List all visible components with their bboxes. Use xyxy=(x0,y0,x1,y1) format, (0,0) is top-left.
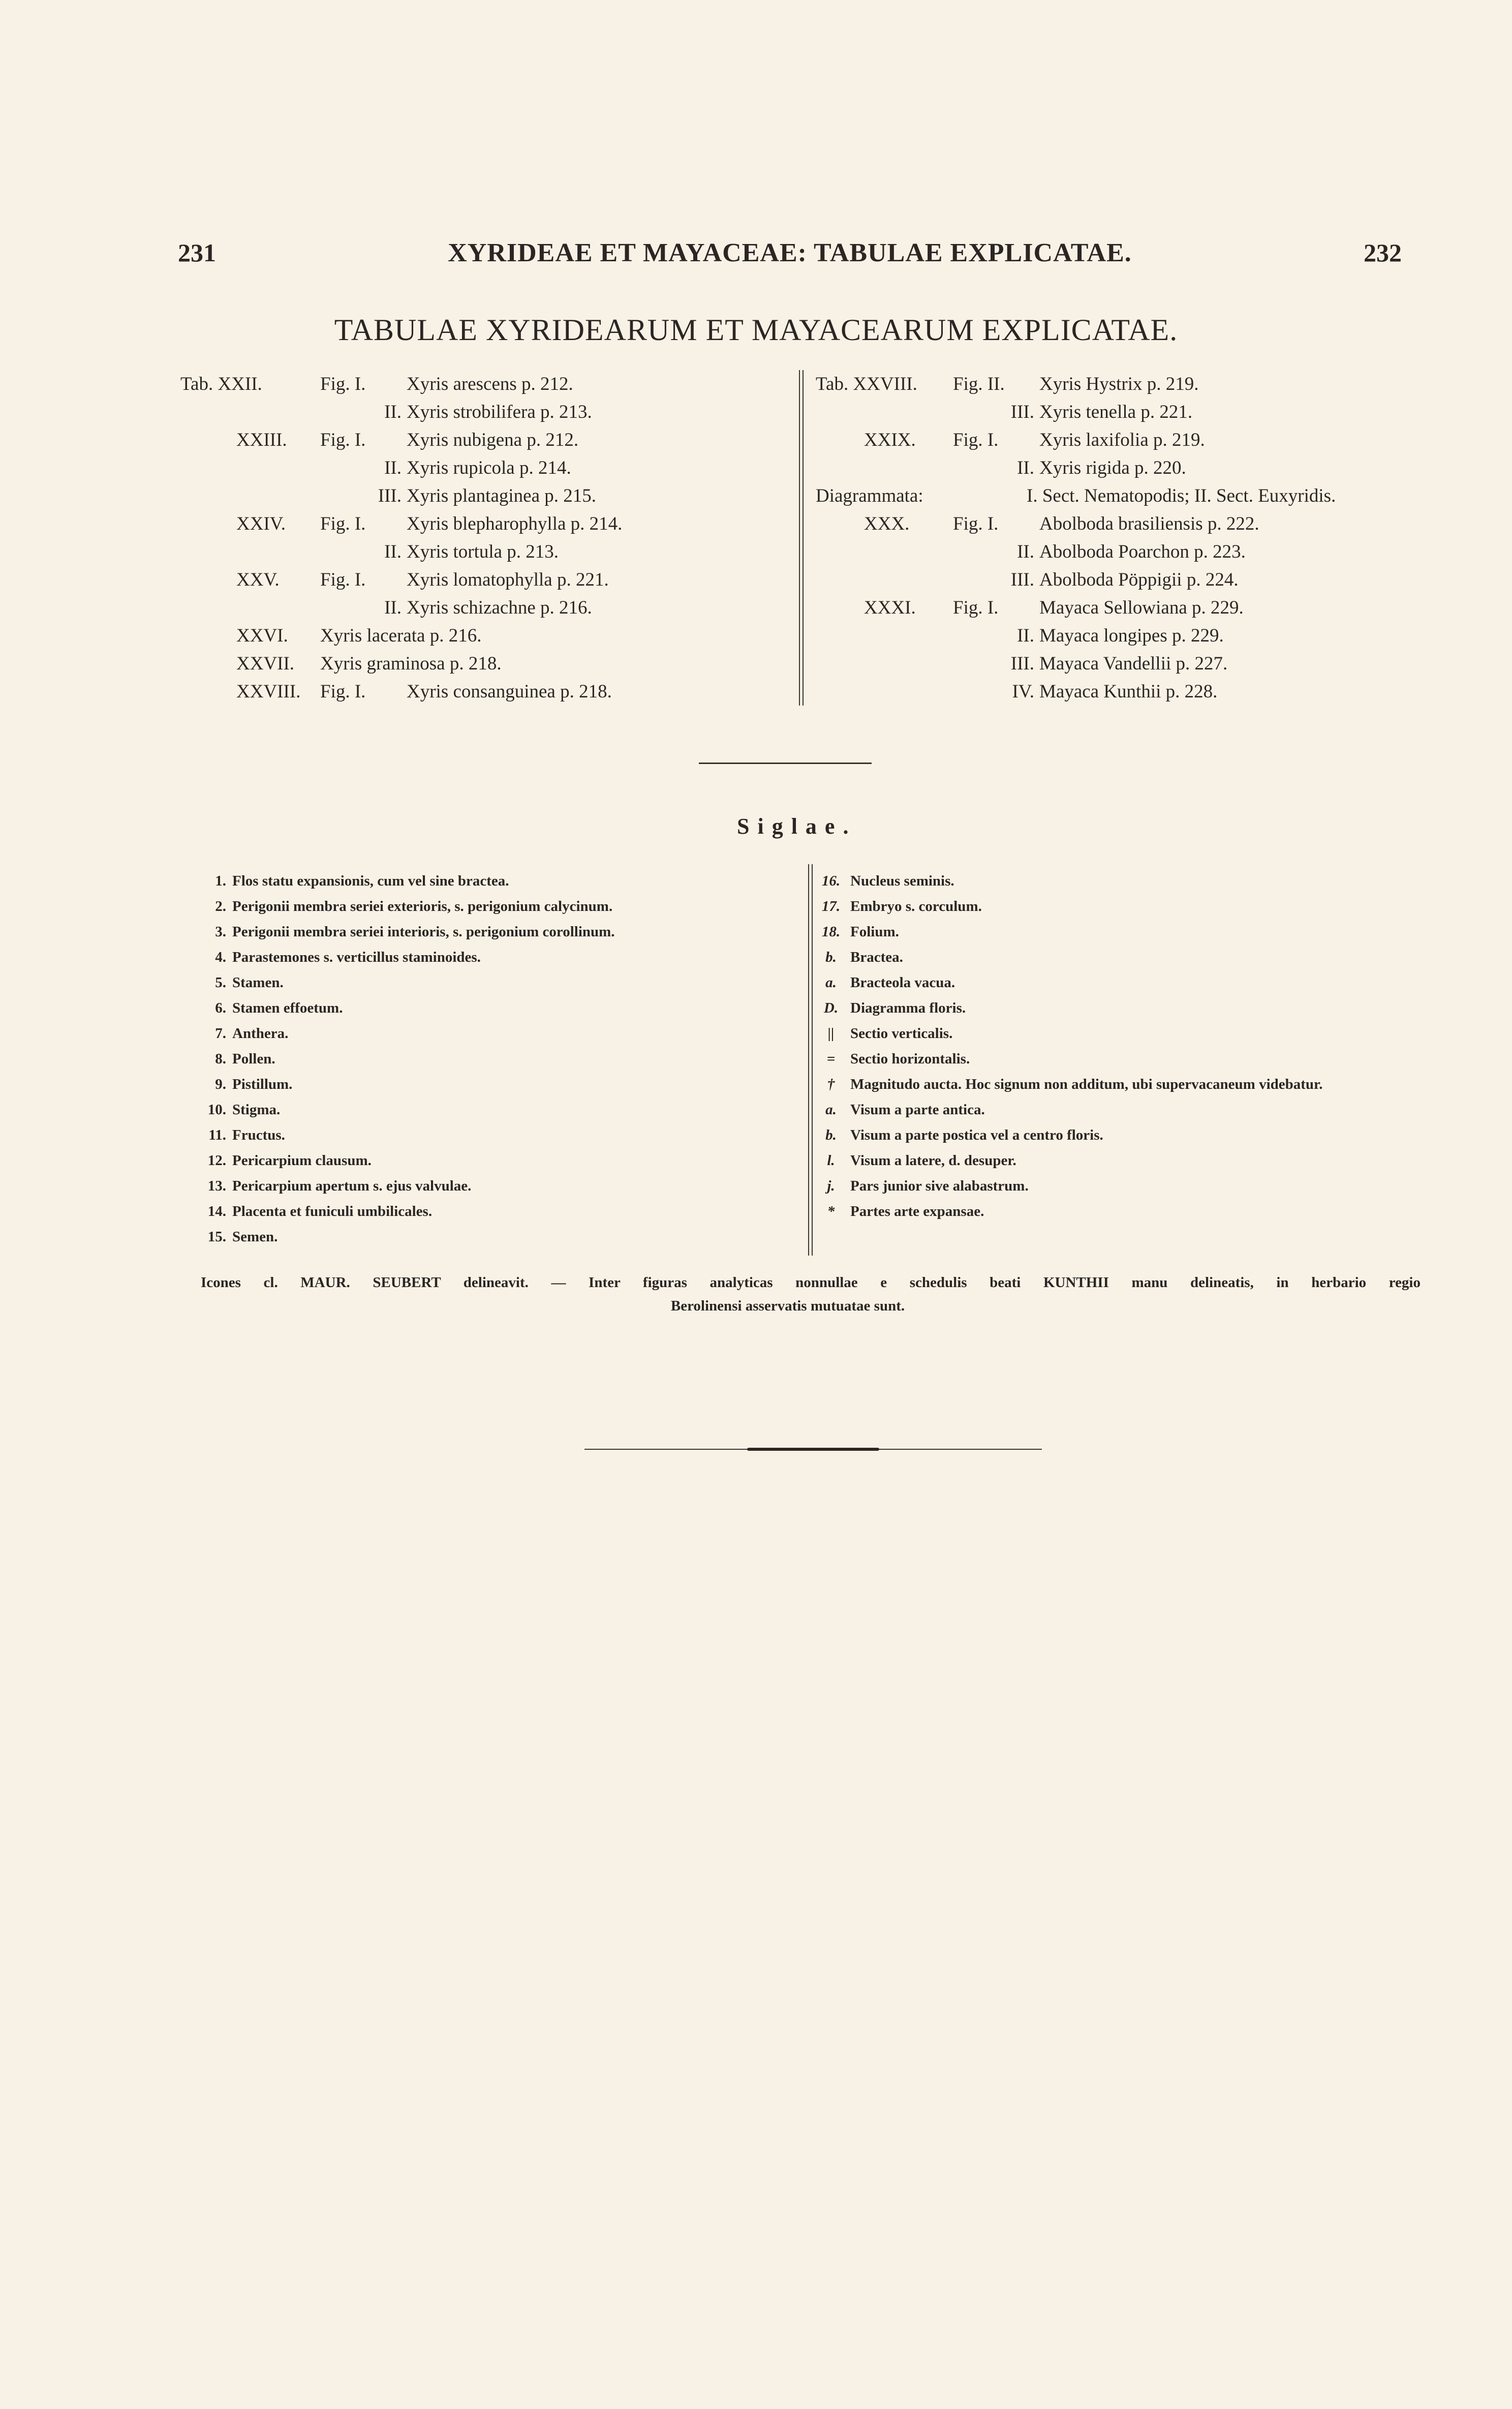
plate-fig: Fig. I. xyxy=(320,569,366,590)
sigla-item xyxy=(201,1224,795,1249)
section-rule xyxy=(699,763,872,764)
plate-row xyxy=(180,370,780,398)
plate-text: Mayaca Sellowiana p. 229. xyxy=(1039,597,1244,618)
sigla-item xyxy=(821,1046,1421,1072)
plate-text: Xyris schizachne p. 216. xyxy=(407,597,592,618)
sigla-text: Placenta et funiculi umbilicales. xyxy=(232,1203,433,1219)
credit-note xyxy=(201,1271,1421,1318)
plate-fig: II. xyxy=(384,458,402,478)
plate-fig: II. xyxy=(1017,625,1034,646)
plate-row xyxy=(180,678,780,706)
plate-text: Xyris rigida p. 220. xyxy=(1039,458,1186,478)
main-title: TABULAE XYRIDEARUM ET MAYACEARUM EXPLICATAE. xyxy=(334,313,1178,347)
plate-text: Mayaca longipes p. 229. xyxy=(1039,625,1224,646)
plate-row xyxy=(816,510,1385,538)
plate-row xyxy=(816,622,1385,650)
plate-tab: XXVII. xyxy=(236,653,295,674)
plate-fig: II. xyxy=(384,597,402,618)
sigla-item xyxy=(201,1199,795,1224)
plate-text: Xyris graminosa p. 218. xyxy=(320,653,502,674)
sigla-number: 6. xyxy=(215,1000,226,1016)
sigla-number: 1. xyxy=(215,873,226,889)
running-title: XYRIDEAE ET MAYACEAE: TABULAE EXPLICATAE. xyxy=(448,238,1132,267)
plate-row xyxy=(180,538,780,566)
plate-text: Xyris consanguinea p. 218. xyxy=(407,681,612,702)
plate-row xyxy=(816,678,1385,706)
closing-rule-thick xyxy=(747,1448,879,1451)
sigla-text: Diagramma floris. xyxy=(850,1000,966,1016)
sigla-item xyxy=(821,944,1421,970)
sigla-text: Visum a parte postica vel a centro floris. xyxy=(850,1127,1103,1143)
sigla-symbol: b. xyxy=(825,949,837,965)
plate-tab: XXIX. xyxy=(864,430,916,450)
sigla-symbol: D. xyxy=(823,1000,839,1016)
sigla-item xyxy=(821,1199,1421,1224)
sigla-item xyxy=(821,894,1421,919)
plate-text: Xyris nubigena p. 212. xyxy=(407,430,579,450)
plate-fig: III. xyxy=(1010,653,1034,674)
plate-tab: Diagrammata: xyxy=(816,485,923,506)
sigla-symbol: 17. xyxy=(821,898,841,914)
sigla-symbol: 18. xyxy=(821,924,841,940)
plate-fig: III. xyxy=(1010,569,1034,590)
plate-fig: Fig. I. xyxy=(953,597,999,618)
sigla-item xyxy=(201,970,795,995)
sigla-text: Sectio horizontalis. xyxy=(850,1051,970,1067)
sigla-symbol: 16. xyxy=(821,873,841,889)
sigla-item xyxy=(201,1072,795,1097)
plate-tab: XXVIII. xyxy=(236,681,301,702)
plate-row xyxy=(180,482,780,510)
sigla-item xyxy=(821,1148,1421,1173)
running-header xyxy=(178,238,1402,273)
sigla-text: Flos statu expansionis, cum vel sine bractea. xyxy=(232,873,509,889)
sigla-symbol: l. xyxy=(827,1152,835,1169)
plate-text: Xyris blepharophylla p. 214. xyxy=(407,513,623,534)
plate-fig: Fig. I. xyxy=(320,374,366,394)
plate-row xyxy=(816,482,1385,510)
sigla-number: 14. xyxy=(207,1203,226,1219)
sigla-text: Stamen effoetum. xyxy=(232,1000,343,1016)
sigla-text: Pericarpium apertum s. ejus valvulae. xyxy=(232,1178,472,1194)
sigla-text: Fructus. xyxy=(232,1127,285,1143)
sigla-item xyxy=(201,1097,795,1122)
plate-tab: XXXI. xyxy=(864,597,916,618)
sigla-symbol: * xyxy=(827,1203,835,1219)
plate-text: Xyris tenella p. 221. xyxy=(1039,402,1193,422)
plate-row xyxy=(816,398,1385,426)
sigla-item xyxy=(821,919,1421,944)
sigla-item xyxy=(821,1122,1421,1148)
plate-row xyxy=(180,454,780,482)
sigla-text: Parastemones s. verticillus staminoides. xyxy=(232,949,481,965)
sigla-text: Sectio verticalis. xyxy=(850,1025,953,1042)
sigla-text: Folium. xyxy=(850,924,899,940)
column-divider xyxy=(799,370,804,706)
sigla-symbol: a. xyxy=(825,974,837,991)
sigla-text: Bracteola vacua. xyxy=(850,974,955,991)
plate-tab: XXIII. xyxy=(236,430,287,450)
plate-tab: XXIV. xyxy=(236,513,286,534)
sigla-text: Anthera. xyxy=(232,1025,289,1042)
plate-row xyxy=(816,370,1385,398)
sigla-title: Siglae. xyxy=(737,814,857,839)
plate-fig: Fig. II. xyxy=(953,374,1005,394)
sigla-text: Pistillum. xyxy=(232,1076,293,1092)
plate-tab: XXV. xyxy=(236,569,280,590)
plate-text: I. Sect. Nematopodis; II. Sect. Euxyridis. xyxy=(1027,485,1336,506)
plate-fig: Fig. I. xyxy=(953,513,999,534)
sigla-text: Embryo s. corculum. xyxy=(850,898,982,914)
plate-fig: III. xyxy=(378,485,402,506)
sigla-list-left xyxy=(201,868,795,1249)
plate-row xyxy=(180,510,780,538)
plate-fig: II. xyxy=(384,402,402,422)
sigla-item xyxy=(821,970,1421,995)
sigla-item xyxy=(821,995,1421,1021)
plate-row xyxy=(180,426,780,454)
sigla-text: Pericarpium clausum. xyxy=(232,1152,372,1169)
sigla-symbol: b. xyxy=(825,1127,837,1143)
plates-list-left xyxy=(180,370,780,706)
sigla-number: 13. xyxy=(207,1178,226,1194)
plate-text: Abolboda brasiliensis p. 222. xyxy=(1039,513,1259,534)
sigla-item xyxy=(821,1072,1421,1097)
plate-row xyxy=(180,398,780,426)
sigla-symbol: a. xyxy=(825,1102,837,1118)
sigla-number: 11. xyxy=(208,1127,226,1143)
sigla-item xyxy=(201,1122,795,1148)
sigla-text: Nucleus seminis. xyxy=(850,873,954,889)
sigla-text: Pollen. xyxy=(232,1051,275,1067)
plate-tab: XXX. xyxy=(864,513,910,534)
plate-row xyxy=(816,454,1385,482)
sigla-text: Partes arte expansae. xyxy=(850,1203,984,1219)
plate-text: Xyris strobilifera p. 213. xyxy=(407,402,592,422)
plate-fig: III. xyxy=(1010,402,1034,422)
plate-row xyxy=(180,566,780,594)
sigla-text: Bractea. xyxy=(850,949,903,965)
plate-text: Abolboda Pöppigii p. 224. xyxy=(1039,569,1239,590)
sigla-item xyxy=(821,1173,1421,1199)
plate-row xyxy=(816,650,1385,678)
plate-row xyxy=(816,538,1385,566)
sigla-symbol: = xyxy=(826,1051,836,1067)
sigla-number: 12. xyxy=(207,1152,226,1169)
plate-text: Xyris laxifolia p. 219. xyxy=(1039,430,1205,450)
sigla-number: 10. xyxy=(207,1102,226,1118)
sigla-number: 4. xyxy=(215,949,226,965)
plate-tab: XXVI. xyxy=(236,625,288,646)
sigla-number: 7. xyxy=(215,1025,226,1042)
sigla-item xyxy=(201,995,795,1021)
sigla-item xyxy=(201,1173,795,1199)
plate-fig: Fig. I. xyxy=(953,430,999,450)
plate-text: Xyris rupicola p. 214. xyxy=(407,458,571,478)
sigla-number: 15. xyxy=(207,1229,226,1245)
plate-fig: II. xyxy=(1017,458,1034,478)
sigla-item xyxy=(201,868,795,894)
sigla-item xyxy=(201,1021,795,1046)
page-number-left: 231 xyxy=(178,238,216,267)
plate-fig: II. xyxy=(1017,541,1034,562)
sigla-symbol: j. xyxy=(827,1178,835,1194)
plate-text: Xyris Hystrix p. 219. xyxy=(1039,374,1199,394)
plate-row xyxy=(816,594,1385,622)
sigla-number: 5. xyxy=(215,974,226,991)
plate-tab: Tab. XXII. xyxy=(180,374,262,394)
sigla-symbol: † xyxy=(827,1076,835,1092)
sigla-text: Perigonii membra seriei interioris, s. perigonium corollinum. xyxy=(232,924,615,940)
sigla-item xyxy=(201,1046,795,1072)
sigla-text: Visum a latere, d. desuper. xyxy=(850,1152,1016,1169)
plate-fig: Fig. I. xyxy=(320,430,366,450)
closing-rule xyxy=(584,1448,1042,1451)
sigla-text: Magnitudo aucta. Hoc signum non additum, ubi supervacaneum videbatur. xyxy=(850,1076,1323,1092)
plate-text: Xyris plantaginea p. 215. xyxy=(407,485,596,506)
plate-fig: II. xyxy=(384,541,402,562)
plate-text: Xyris tortula p. 213. xyxy=(407,541,559,562)
sigla-text: Stigma. xyxy=(232,1102,281,1118)
plate-text: Xyris lomatophylla p. 221. xyxy=(407,569,609,590)
plate-fig: IV. xyxy=(1012,681,1034,702)
sigla-column-divider xyxy=(808,864,813,1256)
plate-row xyxy=(816,566,1385,594)
sigla-number: 2. xyxy=(215,898,226,914)
plate-row xyxy=(180,622,780,650)
sigla-item xyxy=(201,1148,795,1173)
plate-row xyxy=(180,594,780,622)
sigla-text: Perigonii membra seriei exterioris, s. perigonium calycinum. xyxy=(232,898,613,914)
plate-row xyxy=(816,426,1385,454)
sigla-item xyxy=(201,894,795,919)
sigla-number: 8. xyxy=(215,1051,226,1067)
plate-text: Xyris arescens p. 212. xyxy=(407,374,573,394)
credit-line-1: Icones cl. MAUR. SEUBERT delineavit. — Inter figuras analyticas nonnullae e schedulis beati KUNTHII manu delineatis, in herbario regio xyxy=(201,1274,1421,1291)
plate-fig: Fig. I. xyxy=(320,513,366,534)
plate-tab: Tab. XXVIII. xyxy=(816,374,917,394)
plate-row xyxy=(180,650,780,678)
sigla-number: 9. xyxy=(215,1076,226,1092)
sigla-number: 3. xyxy=(215,924,226,940)
plate-text: Mayaca Kunthii p. 228. xyxy=(1039,681,1218,702)
sigla-symbol: || xyxy=(827,1025,835,1042)
plate-text: Xyris lacerata p. 216. xyxy=(320,625,482,646)
sigla-text: Semen. xyxy=(232,1229,278,1245)
sigla-list-right xyxy=(821,868,1421,1224)
sigla-item xyxy=(821,1097,1421,1122)
sigla-text: Stamen. xyxy=(232,974,284,991)
sigla-item xyxy=(821,868,1421,894)
sigla-text: Visum a parte antica. xyxy=(850,1102,985,1118)
plate-text: Abolboda Poarchon p. 223. xyxy=(1039,541,1246,562)
sigla-item xyxy=(201,944,795,970)
plate-text: Mayaca Vandellii p. 227. xyxy=(1039,653,1228,674)
page-number-right: 232 xyxy=(1364,238,1402,267)
plate-fig: Fig. I. xyxy=(320,681,366,702)
credit-line-2: Berolinensi asservatis mutuatae sunt. xyxy=(670,1298,905,1314)
plates-list-right xyxy=(816,370,1385,706)
sigla-item xyxy=(821,1021,1421,1046)
sigla-text: Pars junior sive alabastrum. xyxy=(850,1178,1029,1194)
sigla-item xyxy=(201,919,795,944)
